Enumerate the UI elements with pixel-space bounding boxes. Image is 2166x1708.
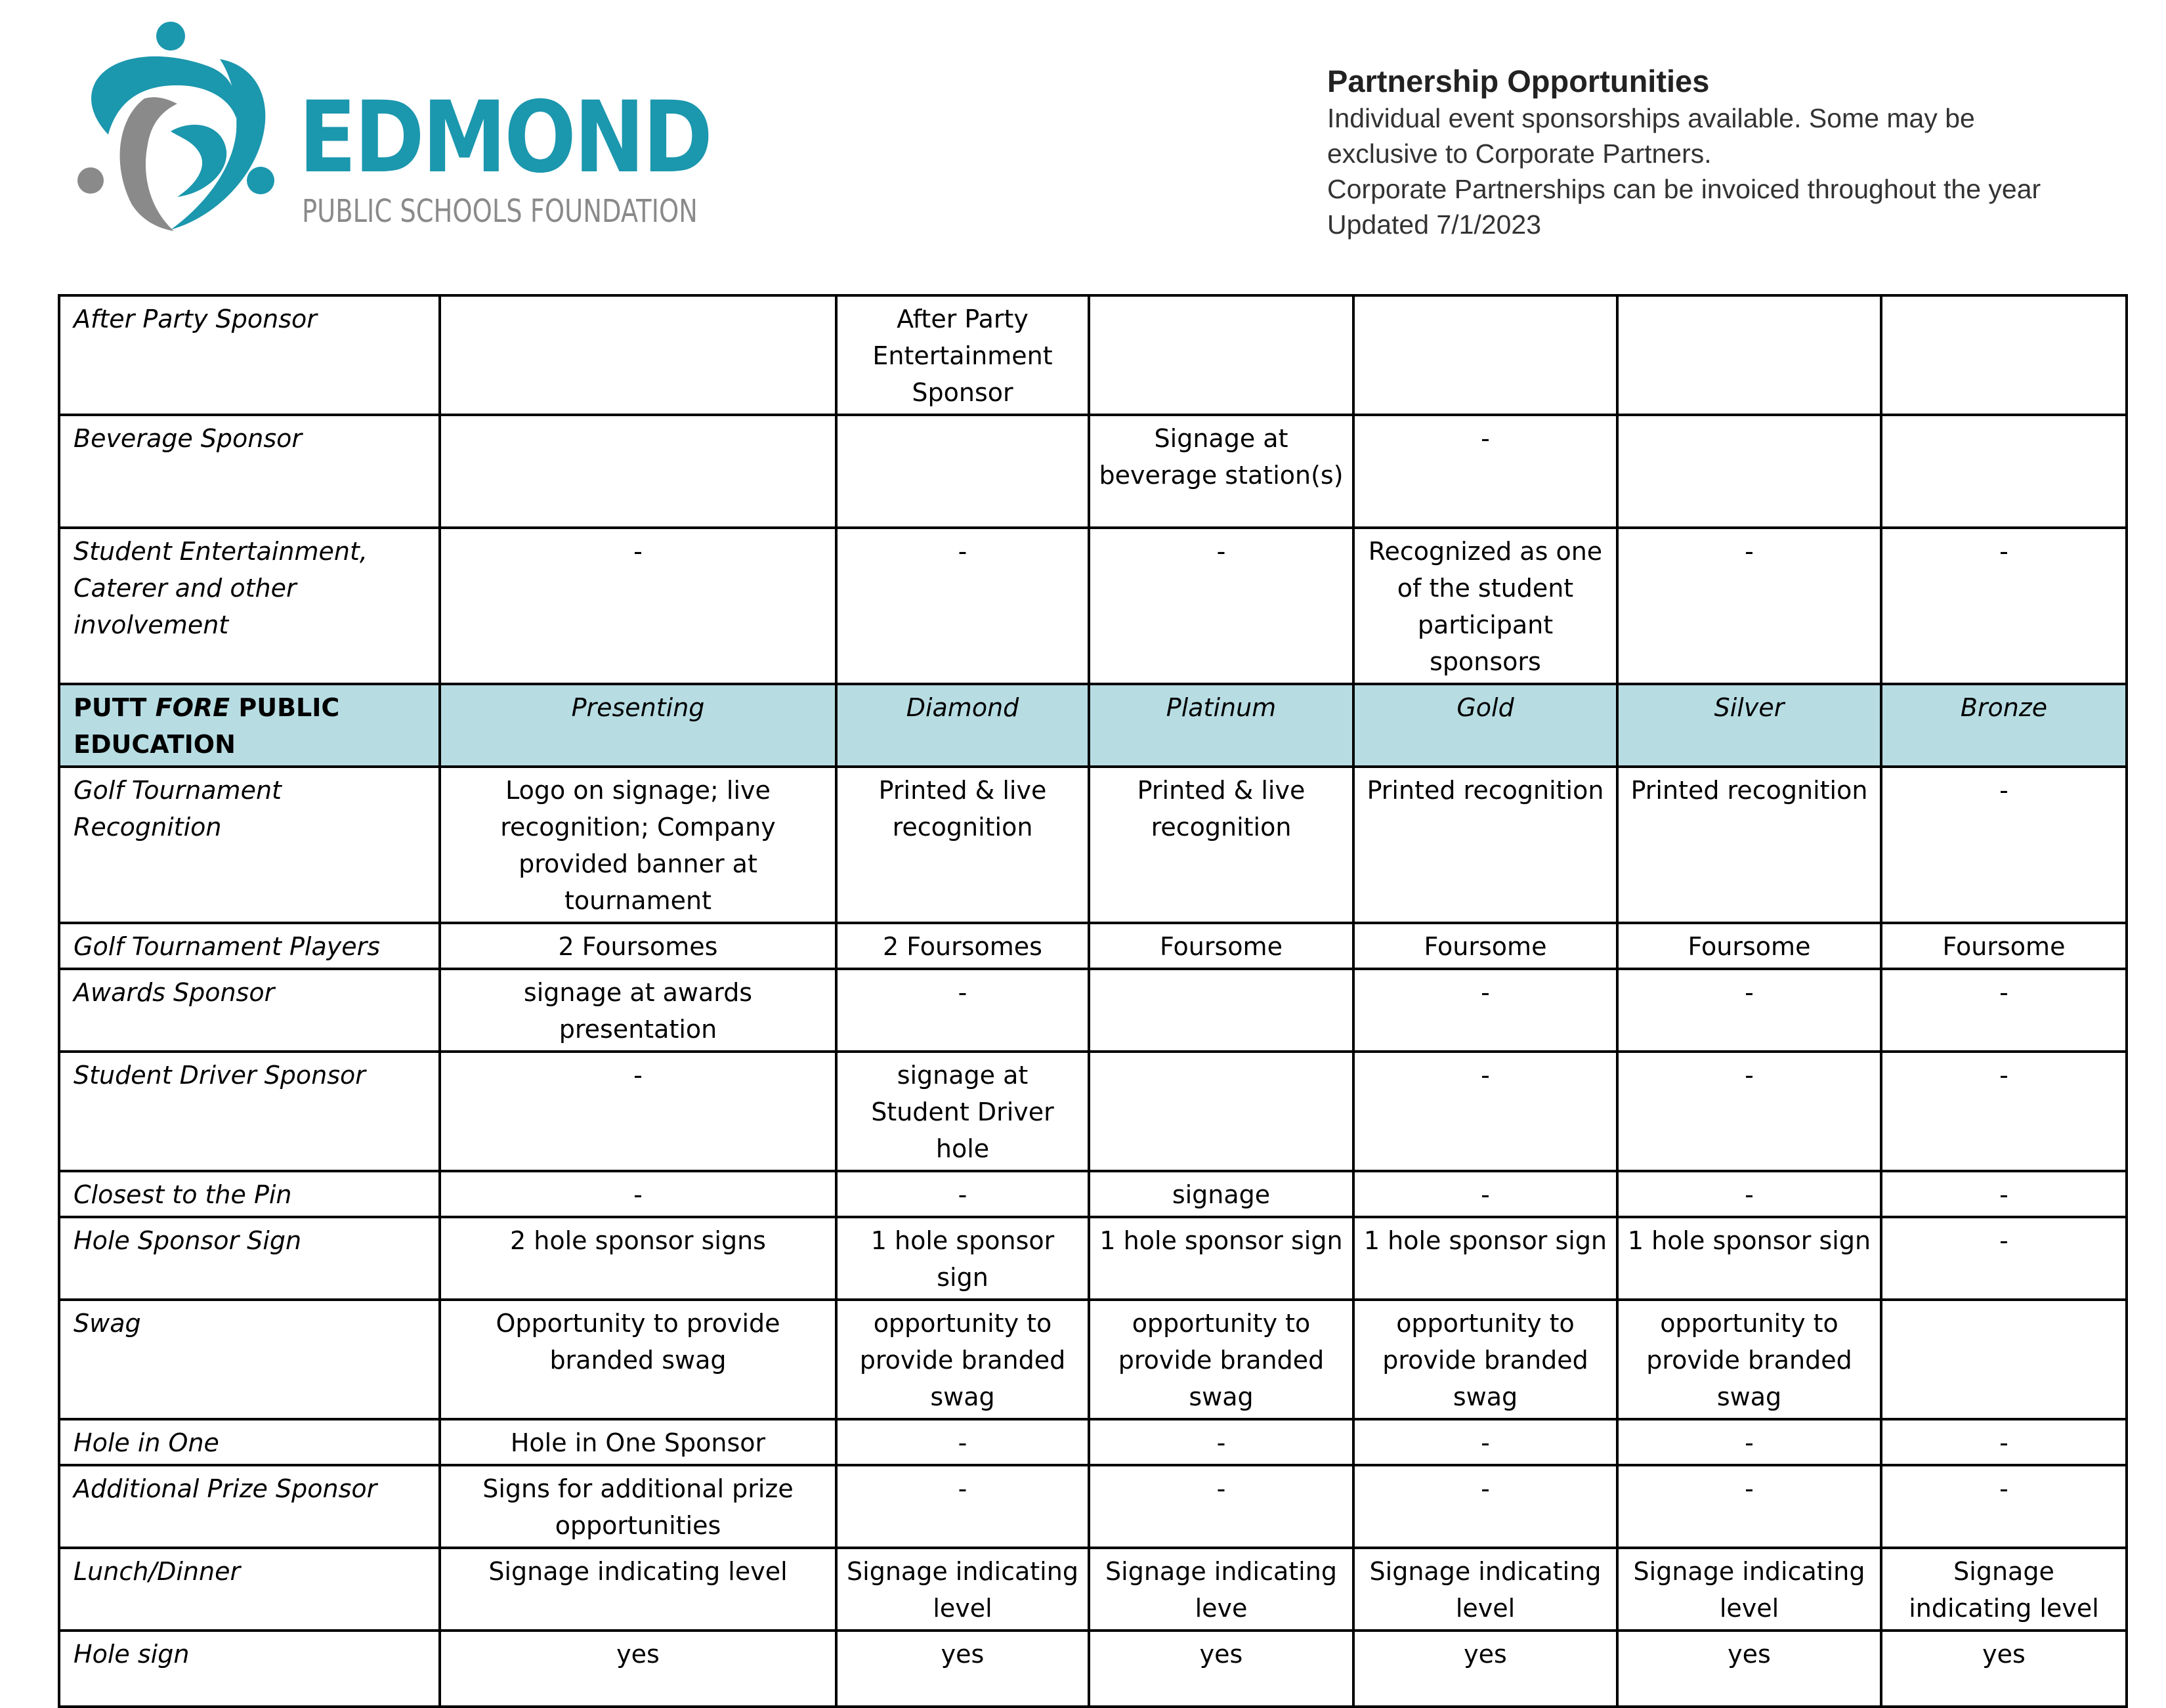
table-cell: - — [1617, 1419, 1881, 1465]
table-row — [59, 1052, 2127, 1171]
row-label: Student Entertainment, Caterer and other involvement — [59, 528, 440, 684]
table-cell — [1089, 1052, 1353, 1171]
row-label: Golf Tournament Players — [59, 923, 440, 969]
logo-wordmark: EDMOND — [299, 81, 711, 195]
table-cell: opportunity to provide branded swag — [1089, 1300, 1353, 1419]
table-cell: - — [1881, 767, 2127, 923]
table-cell — [1881, 1300, 2127, 1419]
tier-header-row — [59, 684, 2127, 767]
row-label: Hole sign — [59, 1631, 440, 1707]
table-cell: - — [1353, 415, 1617, 528]
table-cell: - — [1353, 1465, 1617, 1548]
table-cell: - — [836, 1419, 1089, 1465]
table-cell — [1353, 295, 1617, 415]
table-cell: signage at Student Driver hole — [836, 1052, 1089, 1171]
table-cell: Printed & live recognition — [1089, 767, 1353, 923]
table-cell: Foursome — [1881, 923, 2127, 969]
table-row — [59, 1419, 2127, 1465]
table-cell: Signs for additional prize opportunities — [440, 1465, 836, 1548]
event-name-emphasis: FORE — [155, 693, 230, 722]
table-row — [59, 969, 2127, 1052]
table-cell: 1 hole sponsor sign — [1617, 1217, 1881, 1300]
table-cell: Printed recognition — [1353, 767, 1617, 923]
tier-gold: Gold — [1353, 684, 1617, 767]
tier-platinum: Platinum — [1089, 684, 1353, 767]
table-row — [59, 1631, 2127, 1707]
tier-presenting: Presenting — [440, 684, 836, 767]
table-cell: - — [1881, 1419, 2127, 1465]
table-cell: Foursome — [1353, 923, 1617, 969]
table-cell: - — [1881, 1465, 2127, 1548]
table-cell: Signage indicating level — [836, 1548, 1089, 1631]
row-label: Golf Tournament Recognition — [59, 767, 440, 923]
table-cell: 2 Foursomes — [836, 923, 1089, 969]
table-cell: Printed & live recognition — [836, 767, 1089, 923]
table-cell: - — [1089, 1419, 1353, 1465]
table-cell: - — [1353, 1171, 1617, 1217]
table-cell: Signage indicating level — [440, 1548, 836, 1631]
table-cell: Signage indicating level — [1353, 1548, 1617, 1631]
table-cell: yes — [836, 1631, 1089, 1707]
tier-diamond: Diamond — [836, 684, 1089, 767]
tier-detail-rows — [59, 767, 2127, 1707]
event-name-suffix: PUBLIC EDUCATION — [74, 693, 340, 759]
table-cell: yes — [440, 1631, 836, 1707]
row-label: Student Driver Sponsor — [59, 1052, 440, 1171]
table-row — [59, 1548, 2127, 1631]
table-row — [59, 528, 2127, 684]
tier-bronze: Bronze — [1881, 684, 2127, 767]
table-cell: - — [1353, 1419, 1617, 1465]
table-row — [59, 1300, 2127, 1419]
table-cell: 1 hole sponsor sign — [1089, 1217, 1353, 1300]
header-block — [1327, 62, 2148, 242]
header-line: exclusive to Corporate Partners. — [1327, 139, 1712, 169]
table-row — [59, 295, 2127, 415]
table-cell: - — [1881, 1052, 2127, 1171]
table-cell — [1881, 295, 2127, 415]
table-cell: - — [1617, 528, 1881, 684]
header-line: Corporate Partnerships can be invoiced throughout the year — [1327, 174, 2041, 204]
table-cell: Hole in One Sponsor — [440, 1419, 836, 1465]
table-cell: opportunity to provide branded swag — [1617, 1300, 1881, 1419]
table-cell — [1881, 415, 2127, 528]
table-cell: - — [440, 1052, 836, 1171]
table-cell: opportunity to provide branded swag — [836, 1300, 1089, 1419]
row-label: Awards Sponsor — [59, 969, 440, 1052]
table-cell: - — [440, 528, 836, 684]
table-cell: 2 Foursomes — [440, 923, 836, 969]
table-cell: - — [1881, 528, 2127, 684]
row-label: Swag — [59, 1300, 440, 1419]
table-row — [59, 1465, 2127, 1548]
row-label: Hole in One — [59, 1419, 440, 1465]
table-cell: - — [836, 969, 1089, 1052]
row-label: Closest to the Pin — [59, 1171, 440, 1217]
foundation-logo — [72, 20, 711, 243]
table-cell — [1089, 295, 1353, 415]
table-cell: - — [1353, 969, 1617, 1052]
foundation-people-logo-icon — [72, 20, 289, 236]
table-row — [59, 767, 2127, 923]
table-cell: Printed recognition — [1617, 767, 1881, 923]
table-cell: - — [440, 1171, 836, 1217]
table-row — [59, 415, 2127, 528]
event-name — [59, 684, 440, 767]
header-line: Individual event sponsorships available. Some may be — [1327, 103, 1975, 133]
table-row — [59, 923, 2127, 969]
table-cell: Signage at beverage station(s) — [1089, 415, 1353, 528]
page-title: Partnership Opportunities — [1327, 64, 1710, 98]
table-cell: 1 hole sponsor sign — [1353, 1217, 1617, 1300]
table-cell: - — [836, 1171, 1089, 1217]
event-name-prefix: PUTT — [74, 693, 156, 722]
partnership-table — [58, 294, 2128, 1708]
table-cell: Signage indicating level — [1617, 1548, 1881, 1631]
row-label: Hole Sponsor Sign — [59, 1217, 440, 1300]
logo-subtitle: PUBLIC SCHOOLS FOUNDATION — [302, 193, 698, 230]
table-cell: After Party Entertainment Sponsor — [836, 295, 1089, 415]
tier-silver: Silver — [1617, 684, 1881, 767]
header-line: Updated 7/1/2023 — [1327, 209, 1541, 240]
table-cell — [440, 415, 836, 528]
table-cell: - — [1881, 1217, 2127, 1300]
table-cell: - — [1089, 1465, 1353, 1548]
row-label: After Party Sponsor — [59, 295, 440, 415]
table-cell: - — [1617, 1052, 1881, 1171]
table-cell: Recognized as one of the student participant sponsors — [1353, 528, 1617, 684]
table-cell: - — [1617, 1465, 1881, 1548]
table-cell: signage — [1089, 1171, 1353, 1217]
table-cell: Signage indicating level — [1881, 1548, 2127, 1631]
table-cell — [1617, 415, 1881, 528]
table-cell — [440, 295, 836, 415]
table-cell — [1617, 295, 1881, 415]
table-cell: Opportunity to provide branded swag — [440, 1300, 836, 1419]
table-cell: Logo on signage; live recognition; Company provided banner at tournament — [440, 767, 836, 923]
table-cell: 2 hole sponsor signs — [440, 1217, 836, 1300]
table-cell: Signage indicating leve — [1089, 1548, 1353, 1631]
table-cell: Foursome — [1089, 923, 1353, 969]
row-label: Beverage Sponsor — [59, 415, 440, 528]
table-row — [59, 1217, 2127, 1300]
table-cell — [836, 415, 1089, 528]
table-cell: - — [1881, 969, 2127, 1052]
table-cell: yes — [1353, 1631, 1617, 1707]
table-cell: - — [836, 1465, 1089, 1548]
table-cell: - — [1089, 528, 1353, 684]
table-cell: yes — [1881, 1631, 2127, 1707]
row-label: Lunch/Dinner — [59, 1548, 440, 1631]
table-cell: - — [1617, 1171, 1881, 1217]
table-cell: Foursome — [1617, 923, 1881, 969]
table-cell: opportunity to provide branded swag — [1353, 1300, 1617, 1419]
row-label: Additional Prize Sponsor — [59, 1465, 440, 1548]
table-cell — [1089, 969, 1353, 1052]
table-cell: - — [1617, 969, 1881, 1052]
table-cell: 1 hole sponsor sign — [836, 1217, 1089, 1300]
table-cell: signage at awards presentation — [440, 969, 836, 1052]
table-cell: yes — [1089, 1631, 1353, 1707]
table-row — [59, 1171, 2127, 1217]
table-cell: yes — [1617, 1631, 1881, 1707]
table-cell: - — [836, 528, 1089, 684]
table-cell: - — [1353, 1052, 1617, 1171]
table-cell: - — [1881, 1171, 2127, 1217]
